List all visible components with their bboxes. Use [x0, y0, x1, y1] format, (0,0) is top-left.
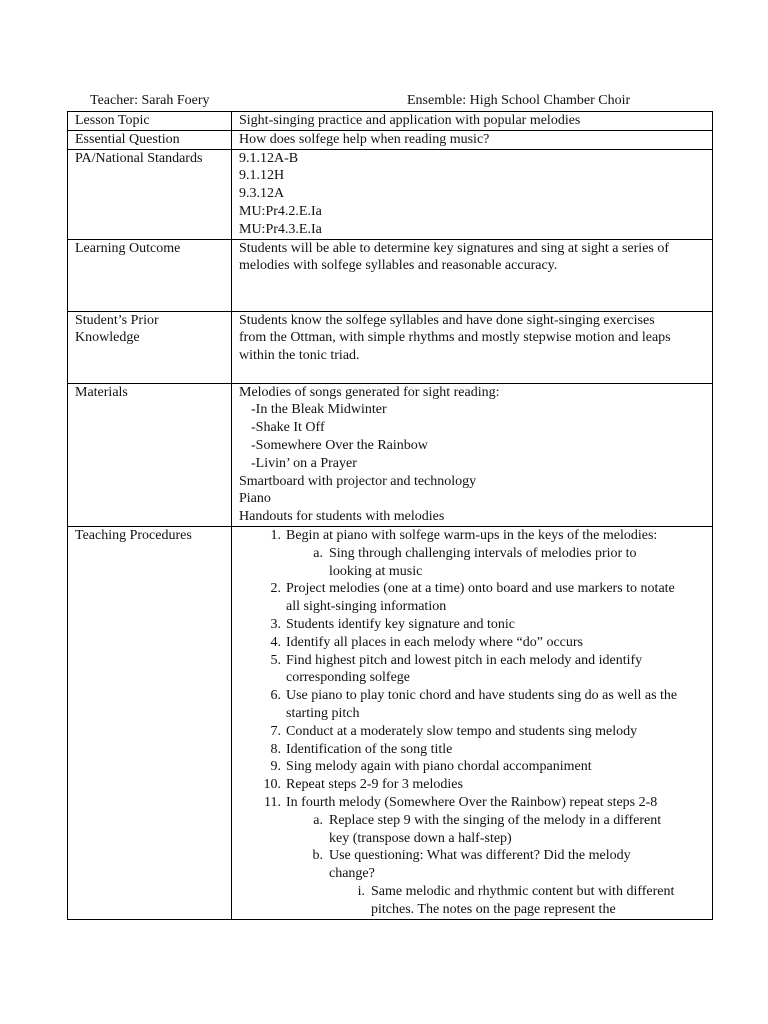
step-text: Replace step 9 with the singing of the melody in a different: [329, 812, 662, 828]
step-text: starting pitch: [286, 705, 360, 721]
learning-outcome-label: Learning Outcome: [68, 239, 232, 311]
step-text: Sing through challenging intervals of melodies prior to: [329, 545, 637, 561]
procedure-step: [239, 723, 706, 741]
standard-item: 9.1.12H: [239, 168, 285, 184]
step-number: 11.: [264, 794, 281, 810]
standard-item: MU:Pr4.2.E.Ia: [239, 203, 322, 219]
procedure-step: [239, 634, 706, 652]
materials-value: [232, 383, 713, 526]
step-number: 6.: [270, 688, 281, 704]
step-number: b.: [312, 848, 323, 864]
step-number: 8.: [270, 741, 281, 757]
standards-label: PA/National Standards: [68, 149, 232, 239]
prior-knowledge-line: Students know the solfege syllables and have done sight-singing exercises: [239, 312, 655, 328]
song-item: -Shake It Off: [251, 420, 325, 436]
step-text: Identification of the song title: [286, 741, 453, 757]
step-text: pitches. The notes on the page represent the: [371, 901, 616, 917]
lesson-topic-value: Sight-singing practice and application with popular melodies: [232, 112, 713, 131]
step-number: 5.: [270, 652, 281, 668]
procedure-substep: [239, 545, 706, 581]
standard-item: MU:Pr4.3.E.Ia: [239, 221, 322, 237]
step-text: Sing melody again with piano chordal accompaniment: [286, 759, 592, 775]
song-item: -In the Bleak Midwinter: [251, 402, 387, 418]
step-text: all sight-singing information: [286, 599, 447, 615]
step-text: Find highest pitch and lowest pitch in each melody and identify: [286, 652, 643, 668]
essential-question-value: How does solfege help when reading music?: [232, 130, 713, 149]
prior-knowledge-line: from the Ottman, with simple rhythms and mostly stepwise motion and leaps: [239, 330, 671, 346]
procedure-substep: [239, 812, 706, 848]
procedure-step: [239, 527, 706, 545]
teaching-procedures-value: [232, 526, 713, 919]
teacher-name: Teacher: Sarah Foery: [90, 93, 210, 108]
step-text: looking at music: [329, 563, 423, 579]
material-item: Handouts for students with melodies: [239, 509, 445, 525]
lesson-topic-label: Lesson Topic: [68, 112, 232, 131]
learning-outcome-value: [232, 239, 713, 311]
materials-label: Materials: [68, 383, 232, 526]
step-text: corresponding solfege: [286, 670, 411, 686]
outcome-line: melodies with solfege syllables and reasonable accuracy.: [239, 258, 558, 274]
row-materials: [68, 383, 713, 526]
standard-item: 9.3.12A: [239, 186, 285, 202]
step-number: 10.: [263, 777, 281, 793]
step-text: Use piano to play tonic chord and have students sing do as well as the: [286, 688, 678, 704]
outcome-line: Students will be able to determine key signatures and sing at sight a series of: [239, 240, 670, 256]
step-text: key (transpose down a half-step): [329, 830, 512, 846]
prior-knowledge-label-line: Knowledge: [75, 330, 140, 346]
procedure-step: [239, 616, 706, 634]
prior-knowledge-label-line: Student’s Prior: [75, 312, 159, 328]
prior-knowledge-line: within the tonic triad.: [239, 348, 360, 364]
step-text: change?: [329, 866, 375, 882]
procedure-step: [239, 758, 706, 776]
procedure-step: [239, 776, 706, 794]
step-text: Students identify key signature and tonic: [286, 616, 516, 632]
step-text: Conduct at a moderately slow tempo and students sing melody: [286, 723, 638, 739]
step-number: a.: [313, 545, 323, 561]
step-number: 2.: [270, 581, 281, 597]
material-item: Smartboard with projector and technology: [239, 473, 477, 489]
document-header: [0, 92, 768, 110]
step-text: Project melodies (one at a time) onto board and use markers to notate: [286, 581, 675, 597]
material-item: Piano: [239, 491, 271, 507]
procedure-step: [239, 687, 706, 723]
step-number: 3.: [270, 616, 281, 632]
procedure-step: [239, 794, 706, 812]
step-number: 7.: [270, 723, 281, 739]
lesson-plan-table: [67, 111, 713, 920]
step-text: In fourth melody (Somewhere Over the Rainbow) repeat steps 2-8: [286, 794, 658, 810]
ensemble-name: Ensemble: High School Chamber Choir: [407, 93, 631, 108]
step-text: Repeat steps 2-9 for 3 melodies: [286, 777, 463, 793]
step-number: 4.: [270, 634, 281, 650]
step-text: Begin at piano with solfege warm-ups in the keys of the melodies:: [286, 527, 658, 543]
step-number: 9.: [270, 759, 281, 775]
row-learning-outcome: [68, 239, 713, 311]
procedure-step: [239, 652, 706, 688]
essential-question-label: Essential Question: [68, 130, 232, 149]
row-prior-knowledge: [68, 311, 713, 383]
step-text: Same melodic and rhythmic content but with different: [371, 883, 675, 899]
prior-knowledge-label: [68, 311, 232, 383]
procedure-step: [239, 580, 706, 616]
row-essential-question: [68, 130, 713, 149]
song-item: -Livin’ on a Prayer: [251, 455, 357, 471]
step-number: a.: [313, 812, 323, 828]
procedure-substep: [239, 847, 706, 883]
row-teaching-procedures: [68, 526, 713, 919]
materials-intro: Melodies of songs generated for sight reading:: [239, 384, 500, 400]
standards-value: [232, 149, 713, 239]
step-number: 1.: [270, 527, 281, 543]
step-text: Identify all places in each melody where “do” occurs: [286, 634, 583, 650]
song-item: -Somewhere Over the Rainbow: [251, 437, 428, 453]
step-text: Use questioning: What was different? Did the melody: [329, 848, 631, 864]
row-lesson-topic: [68, 112, 713, 131]
procedure-list: [239, 527, 706, 919]
prior-knowledge-value: [232, 311, 713, 383]
procedure-step: [239, 741, 706, 759]
teaching-procedures-label: Teaching Procedures: [68, 526, 232, 919]
procedure-subsubstep: [239, 883, 706, 919]
standard-item: 9.1.12A-B: [239, 150, 299, 166]
step-number: i.: [357, 883, 365, 899]
row-standards: [68, 149, 713, 239]
